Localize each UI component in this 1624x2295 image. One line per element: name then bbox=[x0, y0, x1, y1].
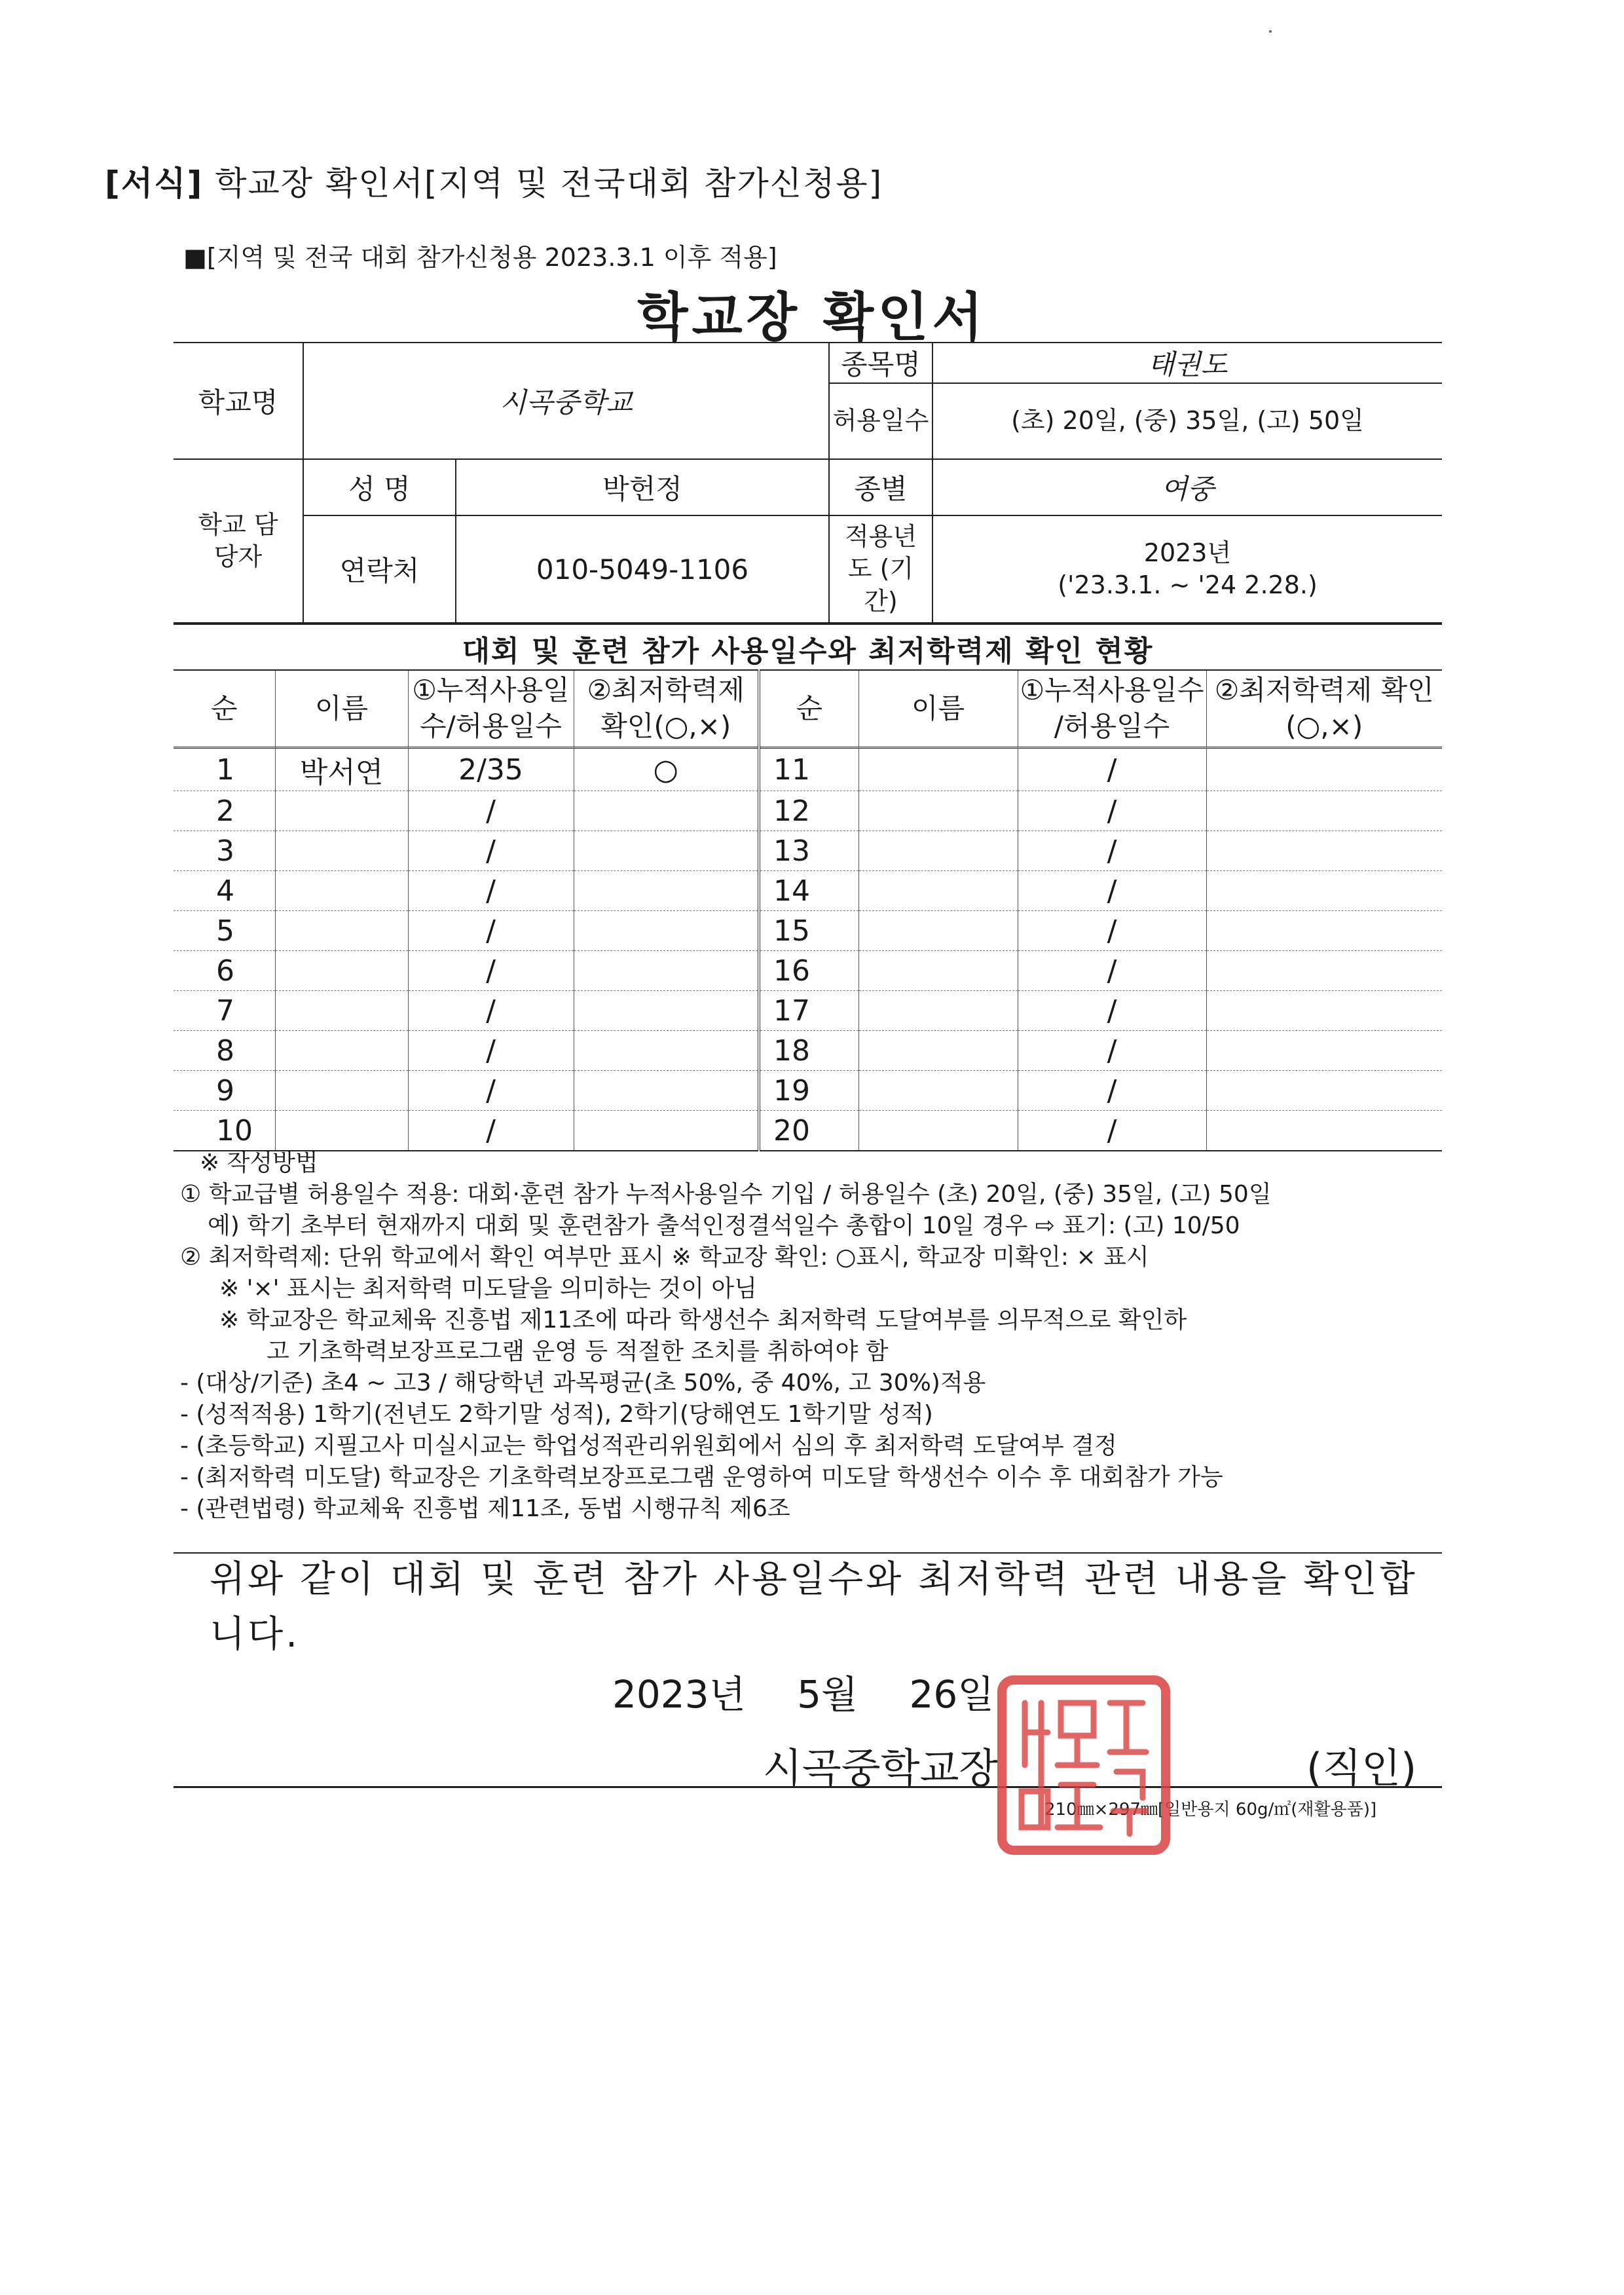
status-row bbox=[174, 831, 1442, 871]
header-seq: 순 bbox=[174, 670, 275, 748]
cell-name-2 bbox=[858, 991, 1018, 1031]
cell-days: / bbox=[408, 1031, 574, 1071]
status-row bbox=[174, 951, 1442, 991]
cell-days: / bbox=[408, 1071, 574, 1111]
cell-days-2: / bbox=[1018, 1111, 1206, 1151]
cell-seq-2: 13 bbox=[759, 831, 858, 871]
status-title: 대회 및 훈련 참가 사용일수와 최저학력제 확인 현황 bbox=[174, 624, 1442, 669]
cell-days-2: / bbox=[1018, 791, 1206, 831]
cell-achievement bbox=[574, 1071, 759, 1111]
cell-seq-2: 19 bbox=[759, 1071, 858, 1111]
cell-achievement bbox=[574, 1031, 759, 1071]
cell-seq-2: 16 bbox=[759, 951, 858, 991]
cell-name bbox=[275, 831, 408, 871]
note-line: ※ 학교장은 학교체육 진흥법 제11조에 따라 학생선수 최저학력 도달여부를 의무적으로 확인하 bbox=[219, 1307, 1187, 1334]
note-line: - (관련법령) 학교체육 진흥법 제11조, 동법 시행규칙 제6조 bbox=[180, 1495, 790, 1522]
status-row bbox=[174, 748, 1442, 791]
cell-days-2: / bbox=[1018, 871, 1206, 911]
cell-seq: 2 bbox=[174, 791, 275, 831]
cell-days: / bbox=[408, 951, 574, 991]
note-line: ② 최저학력제: 단위 학교에서 확인 여부만 표시 ※ 학교장 확인: ○표시, 학교장 미확인: × 표시 bbox=[180, 1244, 1149, 1271]
cell-name: 박서연 bbox=[275, 748, 408, 791]
document-title: 학교장 확인서 bbox=[637, 287, 987, 348]
name-label: 성 명 bbox=[303, 459, 456, 515]
status-row bbox=[174, 1111, 1442, 1151]
notes bbox=[180, 1148, 1464, 1525]
cell-days-2: / bbox=[1018, 1031, 1206, 1071]
cell-achievement: ○ bbox=[574, 748, 759, 791]
cell-name bbox=[275, 1031, 408, 1071]
status-row bbox=[174, 1031, 1442, 1071]
cell-name-2 bbox=[858, 1031, 1018, 1071]
year-label: 적용년도 (기간) bbox=[829, 515, 932, 623]
cell-name-2 bbox=[858, 791, 1018, 831]
cell-seq: 10 bbox=[174, 1111, 275, 1151]
name-value: 박헌정 bbox=[456, 459, 829, 515]
cell-seq: 4 bbox=[174, 871, 275, 911]
cell-achievement bbox=[574, 991, 759, 1031]
school-value: 시곡중학교 bbox=[303, 343, 829, 459]
cell-days-2: / bbox=[1018, 911, 1206, 951]
cell-seq-2: 17 bbox=[759, 991, 858, 1031]
cell-name bbox=[275, 871, 408, 911]
cell-achievement-2 bbox=[1206, 951, 1442, 991]
header-days-2: ①누적사용일수 /허용일수 bbox=[1018, 670, 1206, 748]
note-line: ※ '×' 표시는 최저학력 미도달을 의미하는 것이 아님 bbox=[219, 1275, 757, 1302]
cell-days-2: / bbox=[1018, 951, 1206, 991]
category-value: 여중 bbox=[932, 459, 1442, 515]
header-name-2: 이름 bbox=[858, 670, 1018, 748]
status-row bbox=[174, 991, 1442, 1031]
cell-seq-2: 11 bbox=[759, 748, 858, 791]
issue-date bbox=[612, 1664, 1033, 1719]
year-text: 2023년 bbox=[1143, 538, 1232, 567]
cell-days: / bbox=[408, 911, 574, 951]
cell-name-2 bbox=[858, 831, 1018, 871]
status-table bbox=[174, 669, 1442, 1151]
info-table bbox=[174, 342, 1442, 624]
cell-seq-2: 15 bbox=[759, 911, 858, 951]
cell-achievement-2 bbox=[1206, 1071, 1442, 1111]
cell-name bbox=[275, 1071, 408, 1111]
cell-seq: 5 bbox=[174, 911, 275, 951]
bottom-rule bbox=[174, 1786, 1442, 1788]
cell-achievement-2 bbox=[1206, 1031, 1442, 1071]
note-line: - (대상/기준) 초4 ~ 고3 / 해당학년 과목평균(초 50%, 중 40%, 고 30%)적용 bbox=[180, 1370, 986, 1396]
cell-seq: 6 bbox=[174, 951, 275, 991]
cell-name-2 bbox=[858, 871, 1018, 911]
cell-name bbox=[275, 791, 408, 831]
principal-name: 시곡중학교장 bbox=[763, 1744, 999, 1792]
cell-seq: 9 bbox=[174, 1071, 275, 1111]
cell-seq-2: 20 bbox=[759, 1111, 858, 1151]
date-day: 26일 bbox=[909, 1672, 995, 1717]
category-label: 종별 bbox=[829, 459, 932, 515]
cell-achievement-2 bbox=[1206, 991, 1442, 1031]
cell-days: / bbox=[408, 791, 574, 831]
cell-name-2 bbox=[858, 911, 1018, 951]
cell-achievement bbox=[574, 791, 759, 831]
allowed-label: 허용일수 bbox=[829, 383, 932, 459]
status-header-row bbox=[174, 670, 1442, 748]
cell-name-2 bbox=[858, 748, 1018, 791]
seal-label: (직인) bbox=[1306, 1744, 1417, 1792]
note-line: - (성적적용) 1학기(전년도 2학기말 성적), 2학기(당해연도 1학기말 성적) bbox=[180, 1401, 933, 1428]
school-label: 학교명 bbox=[174, 343, 303, 459]
cell-achievement bbox=[574, 951, 759, 991]
header-seq-2: 순 bbox=[759, 670, 858, 748]
status-row bbox=[174, 871, 1442, 911]
note-line: ① 학교급별 허용일수 적용: 대회·훈련 참가 누적사용일수 기입 / 허용일수 (초) 20일, (중) 35일, (고) 50일 bbox=[180, 1181, 1272, 1208]
cell-name-2 bbox=[858, 1071, 1018, 1111]
cell-name bbox=[275, 951, 408, 991]
cell-achievement-2 bbox=[1206, 911, 1442, 951]
allowed-value: (초) 20일, (중) 35일, (고) 50일 bbox=[932, 383, 1442, 459]
cell-name bbox=[275, 911, 408, 951]
cell-seq: 7 bbox=[174, 991, 275, 1031]
period-text: ('23.3.1. ~ '24 2.28.) bbox=[1058, 570, 1318, 599]
cell-name bbox=[275, 1111, 408, 1151]
note-line: - (최저학력 미도달) 학교장은 기초학력보장프로그램 운영하여 미도달 학생선수 이수 후 대회참가 가능 bbox=[180, 1464, 1223, 1491]
cell-achievement-2 bbox=[1206, 1111, 1442, 1151]
cell-days-2: / bbox=[1018, 748, 1206, 791]
year-value bbox=[932, 515, 1442, 623]
header-achievement: ②최저학력제 확인(○,×) bbox=[574, 670, 759, 748]
date-month: 5월 bbox=[797, 1672, 858, 1717]
sport-value: 태권도 bbox=[932, 343, 1442, 383]
cell-achievement bbox=[574, 831, 759, 871]
header-days: ①누적사용일수/허용일수 bbox=[408, 670, 574, 748]
cell-days: / bbox=[408, 831, 574, 871]
form-heading: [서식] 학교장 확인서[지역 및 전국대회 참가신청용] bbox=[105, 164, 883, 202]
cell-seq-2: 12 bbox=[759, 791, 858, 831]
cell-days: 2/35 bbox=[408, 748, 574, 791]
cell-achievement bbox=[574, 911, 759, 951]
cell-seq: 3 bbox=[174, 831, 275, 871]
cell-name-2 bbox=[858, 951, 1018, 991]
cell-achievement-2 bbox=[1206, 871, 1442, 911]
cell-seq-2: 18 bbox=[759, 1031, 858, 1071]
note-heading: ※ 작성방법 bbox=[200, 1149, 318, 1176]
cell-days-2: / bbox=[1018, 991, 1206, 1031]
manager-label: 학교 담당자 bbox=[174, 459, 303, 623]
cell-achievement-2 bbox=[1206, 831, 1442, 871]
status-row bbox=[174, 911, 1442, 951]
contact-value: 010-5049-1106 bbox=[456, 515, 829, 623]
sport-label: 종목명 bbox=[829, 343, 932, 383]
cell-days: / bbox=[408, 1111, 574, 1151]
cell-name bbox=[275, 991, 408, 1031]
cell-seq-2: 14 bbox=[759, 871, 858, 911]
cell-achievement bbox=[574, 1111, 759, 1151]
note-line: - (초등학교) 지필고사 미실시교는 학업성적관리위원회에서 심의 후 최저학력 도달여부 결정 bbox=[180, 1432, 1117, 1459]
subtitle: ■[지역 및 전국 대회 참가신청용 2023.3.1 이후 적용] bbox=[183, 243, 777, 272]
status-row bbox=[174, 1071, 1442, 1111]
cell-achievement-2 bbox=[1206, 748, 1442, 791]
cell-days: / bbox=[408, 991, 574, 1031]
cell-days-2: / bbox=[1018, 1071, 1206, 1111]
date-year: 2023년 bbox=[612, 1672, 746, 1717]
cell-seq: 8 bbox=[174, 1031, 275, 1071]
official-seal-stamp-icon bbox=[995, 1673, 1172, 1857]
cell-name-2 bbox=[858, 1111, 1018, 1151]
cell-achievement-2 bbox=[1206, 791, 1442, 831]
cell-days-2: / bbox=[1018, 831, 1206, 871]
note-line: 예) 학기 초부터 현재까지 대회 및 훈련참가 출석인정결석일수 총합이 10일 경우 ⇨ 표기: (고) 10/50 bbox=[208, 1212, 1240, 1239]
status-row bbox=[174, 791, 1442, 831]
cell-days: / bbox=[408, 871, 574, 911]
contact-label: 연락처 bbox=[303, 515, 456, 623]
confirmation-text: 위와 같이 대회 및 훈련 참가 사용일수와 최저학력 관련 내용을 확인합니다. bbox=[210, 1558, 1418, 1656]
paper-spec: 210㎜×297㎜[일반용지 60g/㎡(재활용품)] bbox=[1044, 1800, 1377, 1819]
header-achievement-2: ②최저학력제 확인(○,×) bbox=[1206, 670, 1442, 748]
note-line: 고 기초학력보장프로그램 운영 등 적절한 조치를 취하여야 함 bbox=[267, 1338, 889, 1365]
scan-speck bbox=[1269, 30, 1272, 33]
cell-achievement bbox=[574, 871, 759, 911]
cell-seq: 1 bbox=[174, 748, 275, 791]
header-name: 이름 bbox=[275, 670, 408, 748]
